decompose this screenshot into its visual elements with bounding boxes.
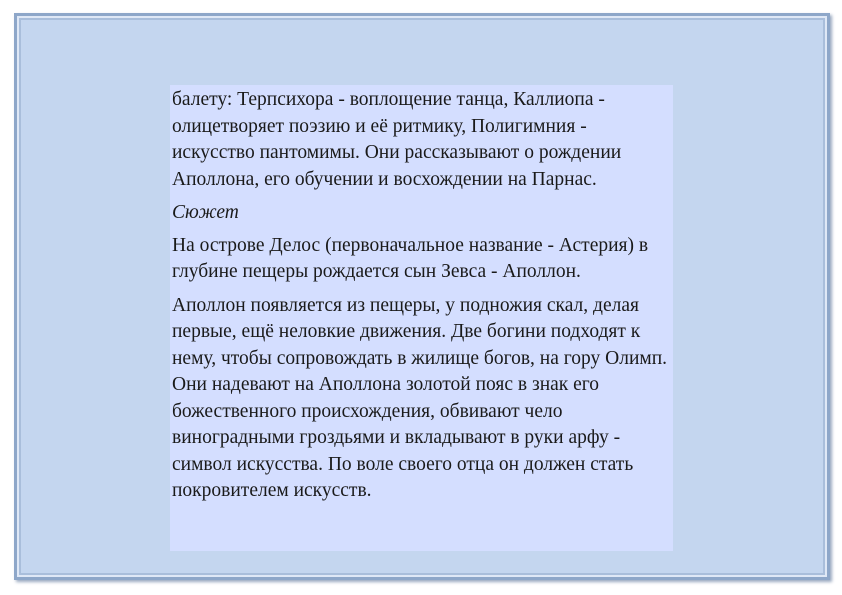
plot-paragraph-1: На острове Делос (первоначальное название - Астерия) в глубине пещеры рождается сын Зевса - Аполлон. [172,234,649,282]
intro-paragraph: балету: Терпсихора - воплощение танца, Каллиопа - олицетворяет поэзию и её ритмику, Полигимния - искусство пантомимы. Они рассказывают о рождении Аполлона, его обучении и восхождении на Парнас. [172,89,622,190]
text-panel [170,85,673,551]
plot-paragraph-2: Аполлон появляется из пещеры, у подножия скал, делая первые, ещё неловкие движения. Две богини подходят к нему, чтобы сопровождать в жилище богов, на гору Олимп. Они надевают на Аполлона золотой пояс в знак его божественного происхождения, обвивают чело виноградными гроздьями и вкладывают в руки арфу - символ искусства. По воле своего отца он должен стать покровителем искусств. [172,294,668,501]
section-heading: Сюжет [172,202,239,223]
